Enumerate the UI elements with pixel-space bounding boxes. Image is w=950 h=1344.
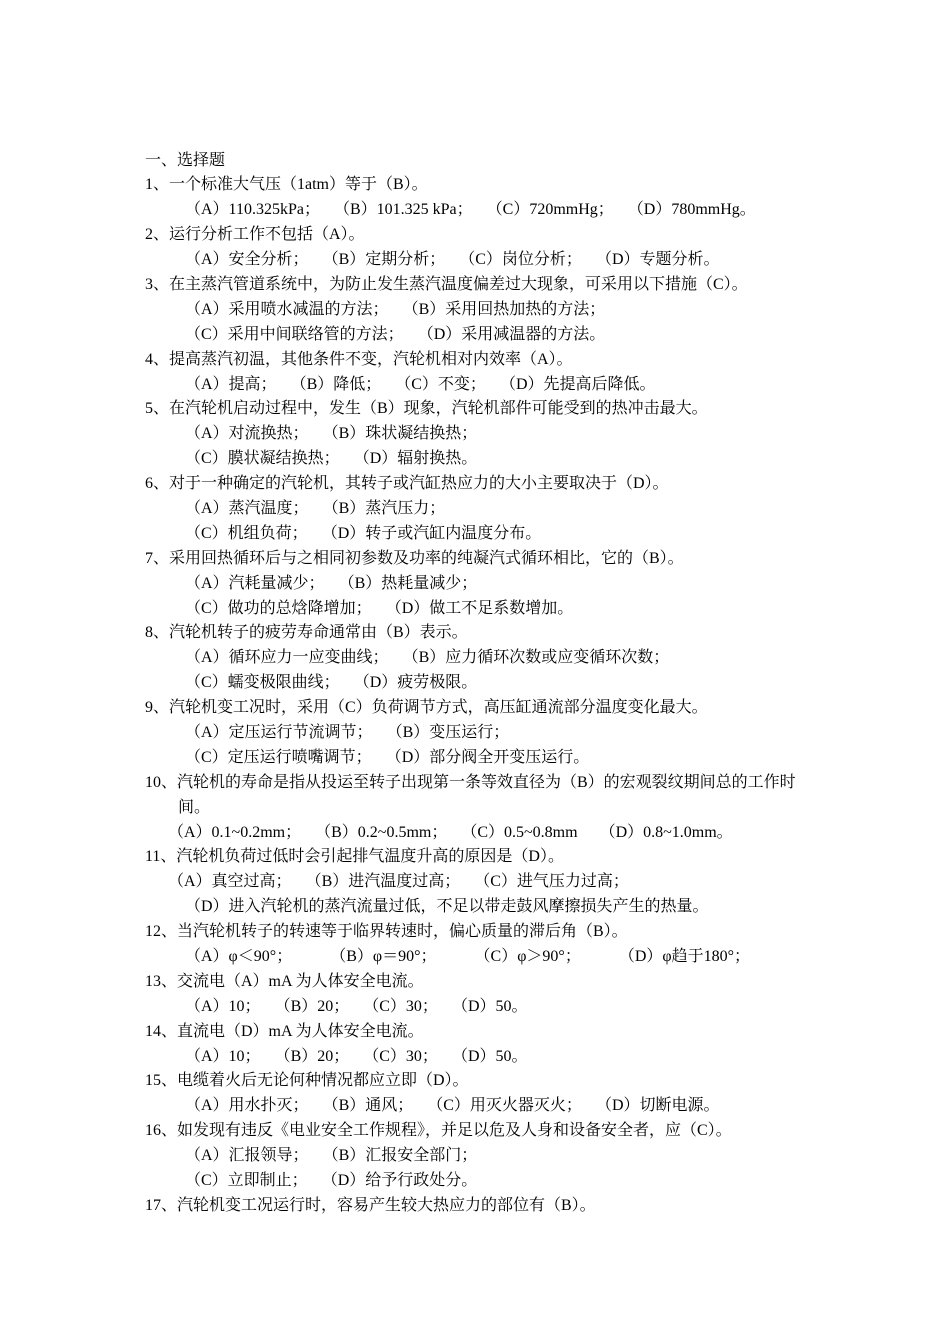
question-11-option-a: （A）真空过高； (168, 873, 292, 891)
question-2-option-row (0, 248, 950, 273)
question-11-option-row-2 (0, 895, 950, 920)
question-11-option-d: （D）进入汽轮机的蒸汽流量过低，不足以带走鼓风摩擦损失产生的热量。 (185, 898, 709, 916)
question-3-option-d: （D）采用减温器的方法。 (425, 325, 606, 343)
question-16-option-d: （D）给予行政处分。 (329, 1172, 478, 1190)
question-8-option-row-1 (0, 646, 950, 671)
question-11-option-c: （C）进气压力过高； (482, 873, 629, 891)
question-16-option-row-2 (0, 1169, 950, 1194)
question-3-option-b: （B）采用回热加热的方法； (410, 300, 606, 318)
section-title: 一、选择题 (145, 151, 226, 169)
question-13-option-row (0, 995, 950, 1020)
question-2-option-d: （D）专题分析。 (603, 251, 720, 269)
question-7-option-a: （A）汽耗量减少； (185, 574, 325, 592)
question-9-stem: 9、汽轮机变工况时，采用（C）负荷调节方式，高压缸通流部分温度变化最大。 (145, 699, 708, 717)
question-15-stem: 15、电缆着火后无论何种情况都应立即（D）。 (145, 1072, 469, 1090)
question-16-option-a: （A）汇报领导； (185, 1147, 309, 1165)
question-12-option-c: （C）φ＞90°； (482, 948, 581, 965)
question-6-option-row-2 (0, 522, 950, 547)
question-5-option-d: （D）辐射换热。 (361, 450, 478, 468)
question-5-option-c: （C）膜状凝结换热； (185, 450, 340, 468)
question-10-option-row (0, 821, 950, 846)
question-9-option-d: （D）部分阀全开变压运行。 (393, 748, 590, 766)
question-1-option-c: （C）720mmHg； (494, 201, 614, 219)
question-16-option-c: （C）立即制止； (185, 1172, 308, 1190)
question-8-option-a: （A）循环应力一应变曲线； (185, 649, 389, 667)
question-1-stem: 1、一个标准大气压（1atm）等于（B）。 (145, 176, 428, 194)
question-16-stem: 16、如发现有违反《电业安全工作规程》，并足以危及人身和设备安全者，应（C）。 (145, 1122, 732, 1140)
question-1-option-d: （D）780mmHg。 (635, 201, 756, 219)
question-8-option-d: （D）疲劳极限。 (361, 674, 478, 692)
question-17-stem: 17、汽轮机变工况运行时，容易产生较大热应力的部位有（B）。 (145, 1196, 596, 1214)
question-13-option-b: （B）20； (282, 997, 350, 1015)
question-7-stem: 7、采用回热循环后与之相同初参数及功率的纯凝汽式循环相比，它的（B）。 (145, 549, 684, 567)
question-4-option-row (0, 373, 950, 398)
question-13-option-a: （A）10； (185, 997, 261, 1015)
question-16-option-b: （B）汇报安全部门； (330, 1147, 478, 1165)
question-8-option-b: （B）应力循环次数或应变循环次数； (410, 649, 670, 667)
question-9-option-c: （C）定压运行喷嘴调节； (185, 748, 372, 766)
question-2-option-b: （B）定期分析； (330, 251, 446, 269)
question-14-option-b: （B）20； (282, 1047, 350, 1065)
question-10-option-d: （D）0.8~1.0mm。 (599, 823, 733, 841)
question-5-option-b: （B）珠状凝结换热； (330, 425, 478, 443)
question-4-option-b: （B）降低； (298, 375, 382, 393)
question-15-option-row (0, 1094, 950, 1119)
question-8-option-row-2 (0, 671, 950, 696)
question-5-option-a: （A）对流换热； (185, 425, 309, 443)
question-7-option-d: （D）做工不足系数增加。 (393, 599, 574, 617)
question-16-option-row-1 (0, 1144, 950, 1169)
question-3-option-row-2 (0, 323, 950, 348)
question-15-option-c: （C）用灭火器灭火； (435, 1097, 582, 1115)
question-6-stem: 6、对于一种确定的汽轮机，其转子或汽缸热应力的大小主要取决于（D）。 (145, 475, 669, 493)
question-14-option-row (0, 1045, 950, 1070)
question-4-stem: 4、提高蒸汽初温，其他条件不变，汽轮机相对内效率（A）。 (145, 350, 573, 368)
question-3-stem: 3、在主蒸汽管道系统中，为防止发生蒸汽温度偏差过大现象，可采用以下措施（C）。 (145, 275, 748, 293)
question-15-option-a: （A）用水扑灭； (185, 1097, 309, 1115)
question-11-option-b: （B）进汽温度过高； (313, 873, 461, 891)
question-7-option-c: （C）做功的总焓降增加； (185, 599, 372, 617)
question-12-option-d: （D）φ趋于180°； (626, 948, 751, 965)
question-14-option-a: （A）10； (185, 1047, 261, 1065)
question-3-option-a: （A）采用喷水减温的方法； (185, 300, 389, 318)
question-7-option-row-2 (0, 597, 950, 622)
question-9-option-b: （B）变压运行； (394, 723, 510, 741)
question-3-option-c: （C）采用中间联络管的方法； (185, 325, 404, 343)
question-4-option-d: （D）先提高后降低。 (507, 375, 656, 393)
question-10-option-b: （B）0.2~0.5mm； (323, 823, 448, 841)
question-10-stem-continued: 间。 (178, 798, 211, 816)
question-10-option-c: （C）0.5~0.8mm (469, 823, 578, 841)
question-13-option-d: （D）50。 (459, 997, 528, 1015)
question-1-option-a: （A）110.325kPa； (185, 201, 320, 219)
question-14-stem: 14、直流电（D）mA 为人体安全电流。 (145, 1022, 424, 1040)
question-6-option-d: （D）转子或汽缸内温度分布。 (329, 524, 542, 542)
question-6-option-b: （B）蒸汽压力； (330, 499, 446, 517)
question-14-option-c: （C）30； (371, 1047, 438, 1065)
question-7-option-b: （B）热耗量减少； (346, 574, 478, 592)
question-4-option-a: （A）提高； (185, 375, 277, 393)
question-10-stem: 10、汽轮机的寿命是指从投运至转子出现第一条等效直径为（B）的宏观裂纹期间总的工作时 (145, 773, 796, 791)
question-1-option-b: （B）101.325 kPa； (341, 201, 473, 219)
question-13-stem: 13、交流电（A）mA 为人体安全电流。 (145, 972, 424, 990)
question-10-option-a: （A）0.1~0.2mm； (168, 823, 302, 841)
question-9-option-a: （A）定压运行节流调节； (185, 723, 373, 741)
question-15-option-b: （B）通风； (330, 1097, 414, 1115)
question-1-option-row (0, 198, 950, 223)
question-4-option-c: （C）不变； (403, 375, 486, 393)
question-15-option-d: （D）切断电源。 (603, 1097, 720, 1115)
question-12-option-row (0, 945, 950, 970)
question-9-option-row-1 (0, 721, 950, 746)
question-6-option-row-1 (0, 497, 950, 522)
question-14-option-d: （D）50。 (459, 1047, 528, 1065)
question-2-option-c: （C）岗位分析； (467, 251, 582, 269)
question-7-option-row-1 (0, 572, 950, 597)
question-5-option-row-1 (0, 422, 950, 447)
question-2-option-a: （A）安全分析； (185, 251, 309, 269)
question-5-stem: 5、在汽轮机启动过程中，发生（B）现象，汽轮机部件可能受到的热冲击最大。 (145, 400, 708, 418)
question-13-option-c: （C）30； (371, 997, 438, 1015)
question-12-option-a: （A）φ＜90°； (185, 948, 293, 965)
question-3-option-row-1 (0, 298, 950, 323)
document-page (0, 149, 950, 1219)
question-11-option-row-1 (0, 870, 950, 895)
question-9-option-row-2 (0, 746, 950, 771)
question-12-stem: 12、当汽轮机转子的转速等于临界转速时，偏心质量的滞后角（B）。 (145, 923, 628, 941)
question-8-option-c: （C）蠕变极限曲线； (185, 674, 340, 692)
question-5-option-row-2 (0, 447, 950, 472)
question-11-stem: 11、汽轮机负荷过低时会引起排气温度升高的原因是（D）。 (145, 848, 564, 866)
question-6-option-c: （C）机组负荷； (185, 524, 308, 542)
question-12-option-b: （B）φ＝90°； (338, 948, 437, 965)
question-8-stem: 8、汽轮机转子的疲劳寿命通常由（B）表示。 (145, 624, 468, 642)
question-6-option-a: （A）蒸汽温度； (185, 499, 309, 517)
question-2-stem: 2、运行分析工作不包括（A）。 (145, 226, 365, 244)
